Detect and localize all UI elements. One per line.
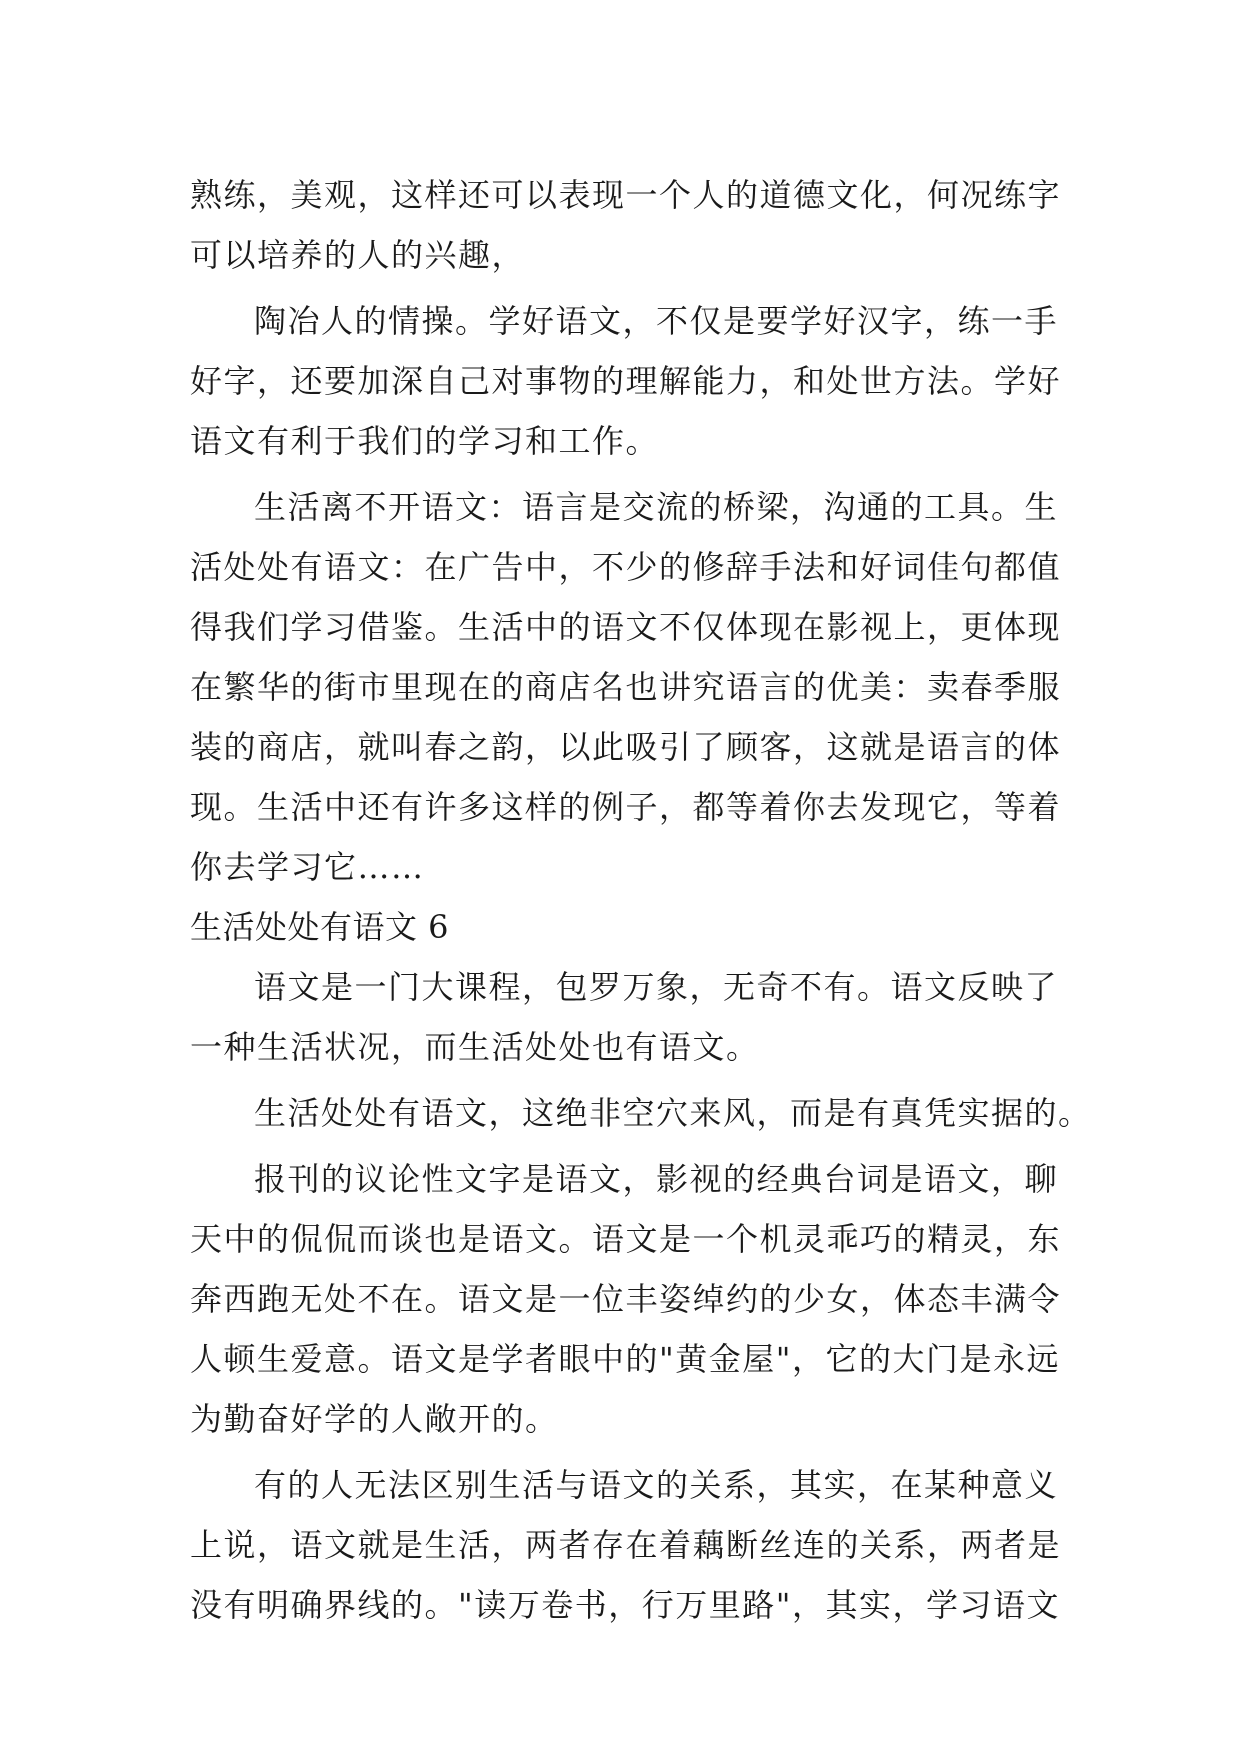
text-line: 人顿生爱意。语文是学者眼中的"黄金屋"，它的大门是永远 — [190, 1340, 1060, 1378]
paragraph-start-line: 报刊的议论性文字是语文，影视的经典台词是语文，聊 — [254, 1160, 1059, 1198]
text-line: 好字，还要加深自己对事物的理解能力，和处世方法。学好 — [190, 362, 1062, 400]
paragraph-start-line: 语文是一门大课程，包罗万象，无奇不有。语文反映了 — [254, 968, 1059, 1006]
section-heading: 生活处处有语文 6 — [190, 908, 450, 946]
text-line: 现。生活中还有许多这样的例子，都等着你去发现它，等着 — [190, 788, 1062, 826]
text-line: 一种生活状况，而生活处处也有语文。 — [190, 1028, 760, 1066]
text-line: 你去学习它…… — [190, 848, 425, 886]
text-line: 天中的侃侃而谈也是语文。语文是一个机灵乖巧的精灵，东 — [190, 1220, 1062, 1258]
text-line: 奔西跑无处不在。语文是一位丰姿绰约的少女，体态丰满令 — [190, 1280, 1062, 1318]
paragraph-start-line: 陶冶人的情操。学好语文，不仅是要学好汉字，练一手 — [254, 302, 1059, 340]
text-line: 可以培养的人的兴趣， — [190, 236, 526, 274]
text-line: 没有明确界线的。"读万卷书，行万里路"，其实，学习语文 — [190, 1586, 1060, 1624]
text-line: 装的商店，就叫春之韵，以此吸引了顾客，这就是语言的体 — [190, 728, 1062, 766]
paragraph-start-line: 生活处处有语文，这绝非空穴来风，而是有真凭实据的。 — [254, 1094, 1092, 1132]
text-line: 在繁华的街市里现在的商店名也讲究语言的优美：卖春季服 — [190, 668, 1062, 706]
text-line: 得我们学习借鉴。生活中的语文不仅体现在影视上，更体现 — [190, 608, 1062, 646]
text-line: 语文有利于我们的学习和工作。 — [190, 422, 660, 460]
text-line: 上说，语文就是生活，两者存在着藕断丝连的关系，两者是 — [190, 1526, 1062, 1564]
paragraph-start-line: 生活离不开语文：语言是交流的桥梁，沟通的工具。生 — [254, 488, 1059, 526]
document-page — [190, 165, 1092, 1635]
text-line: 为勤奋好学的人敞开的。 — [190, 1400, 559, 1438]
text-line: 活处处有语文：在广告中，不少的修辞手法和好词佳句都值 — [190, 548, 1062, 586]
text-line: 熟练，美观，这样还可以表现一个人的道德文化，何况练字 — [190, 176, 1062, 214]
paragraph-start-line: 有的人无法区别生活与语文的关系，其实，在某种意义 — [254, 1466, 1059, 1504]
